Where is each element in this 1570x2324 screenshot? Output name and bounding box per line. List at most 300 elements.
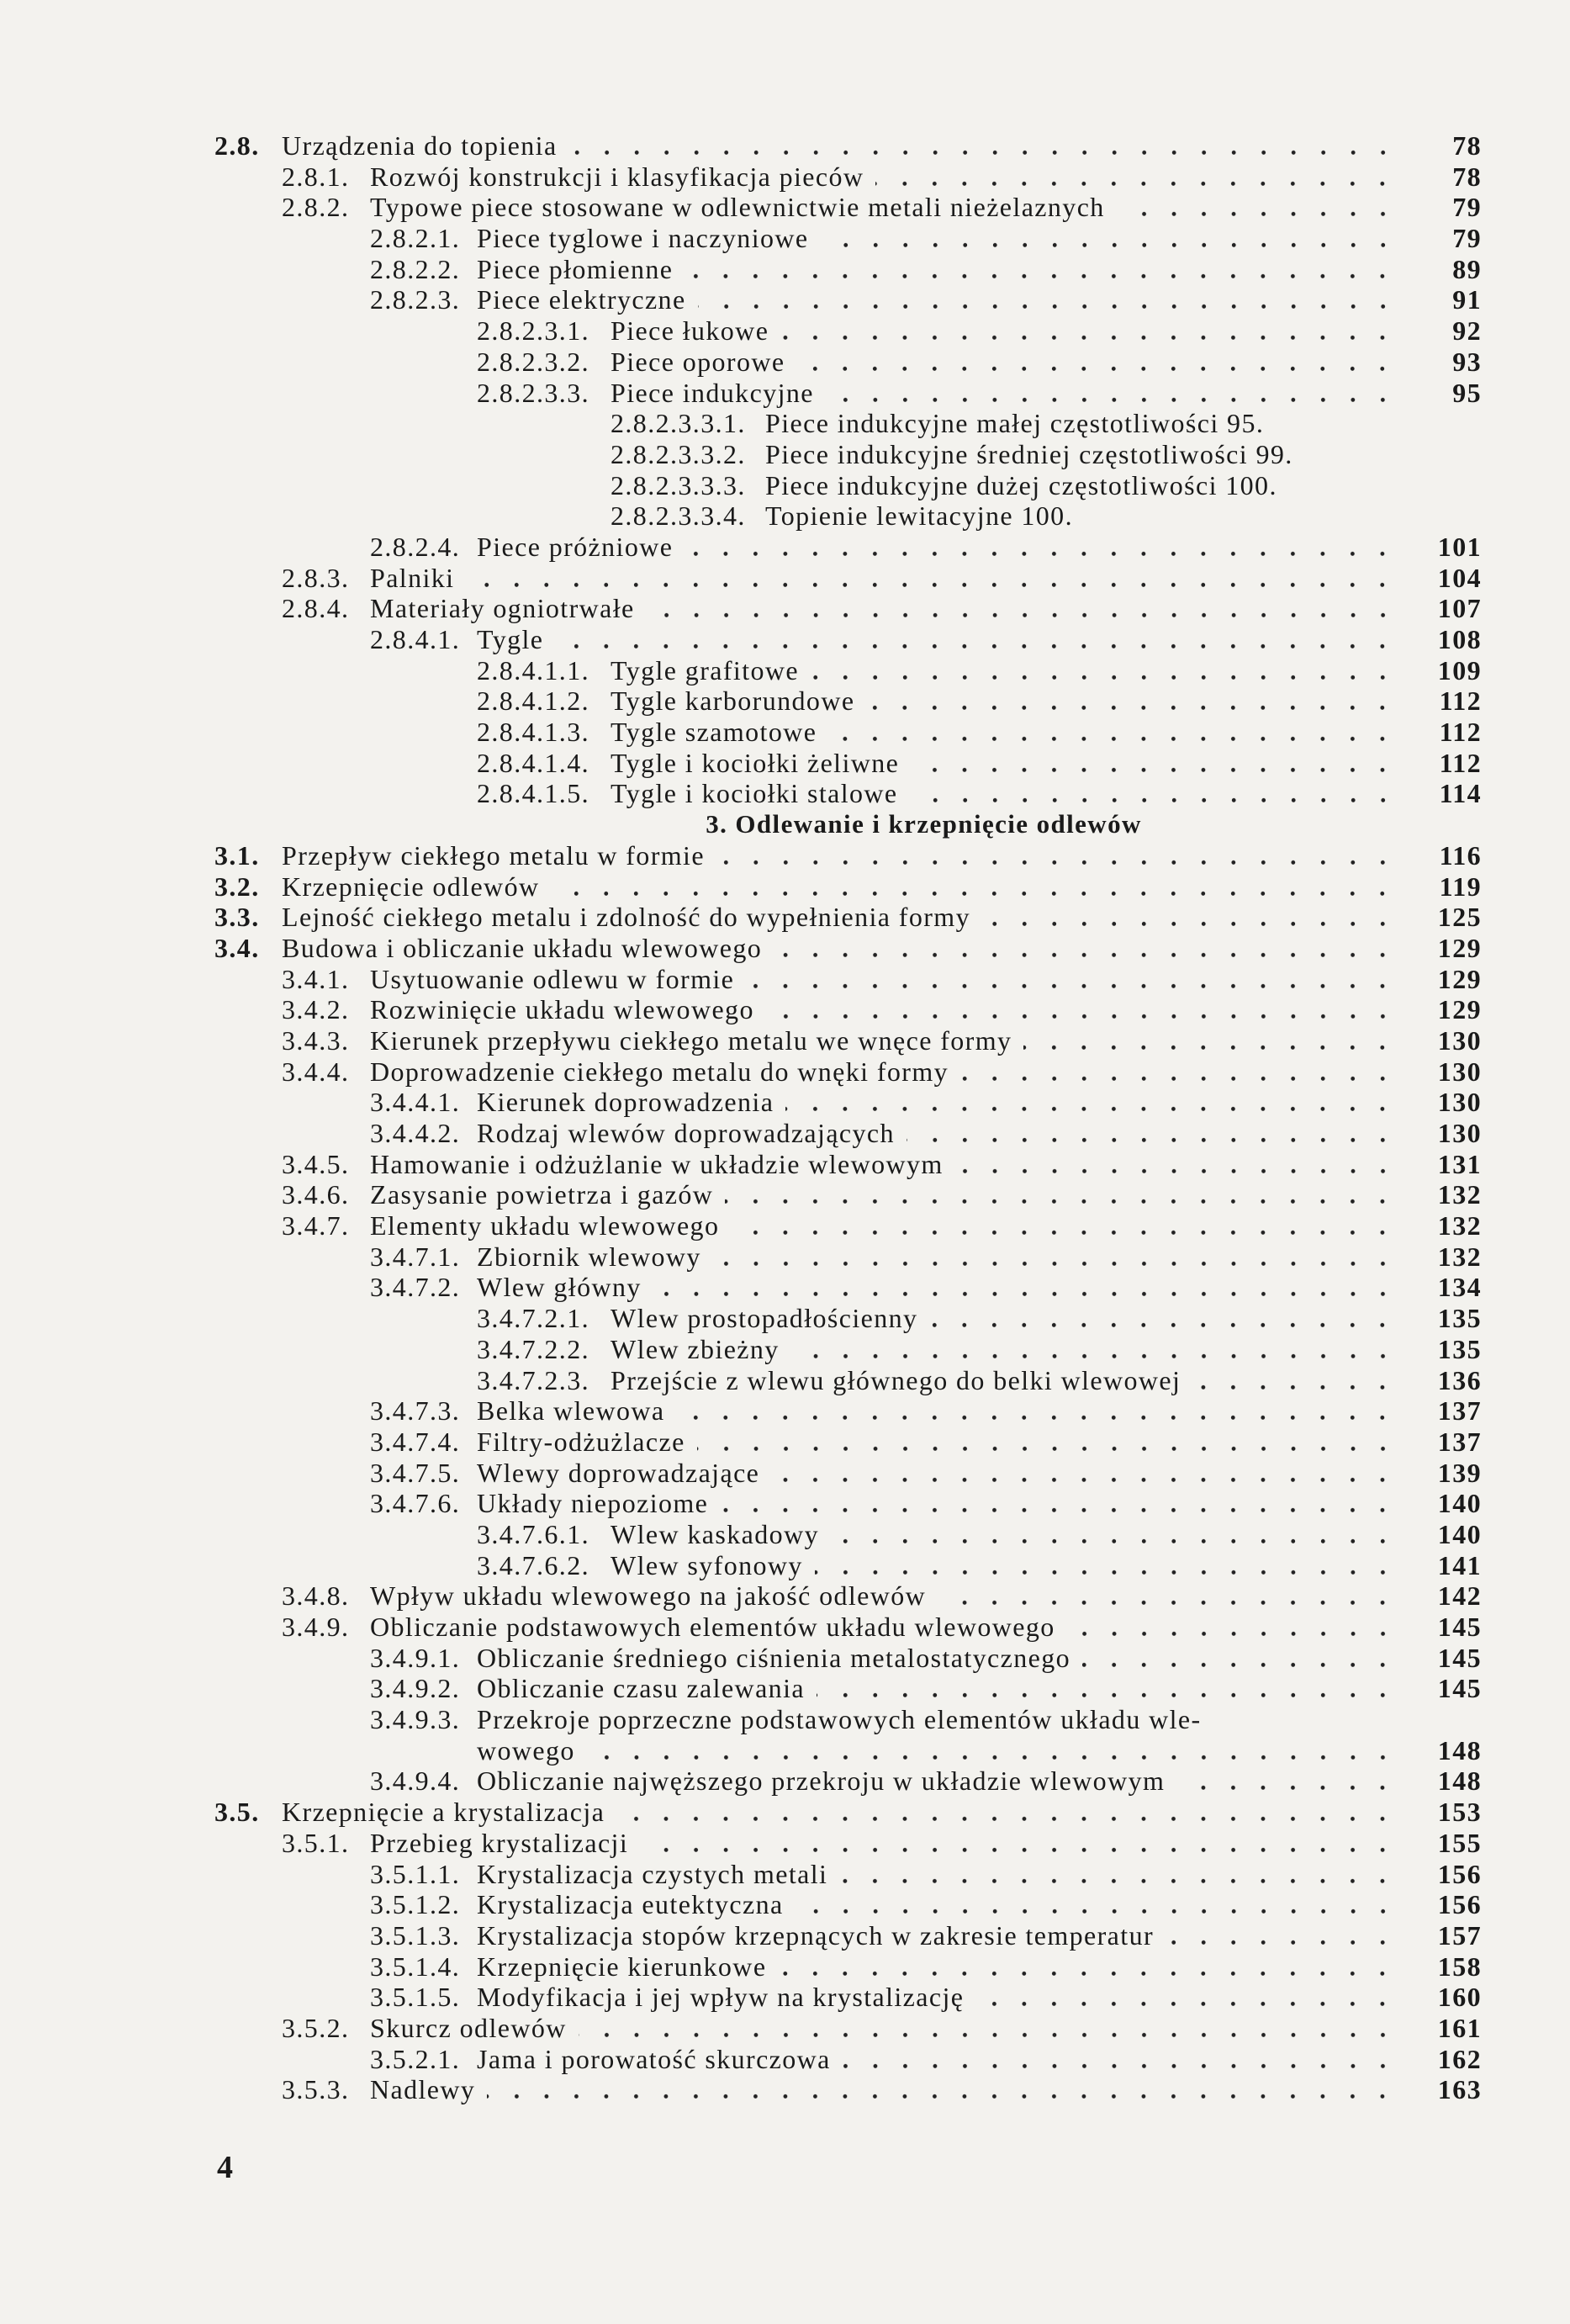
entry-title-wrap	[370, 2074, 1398, 2105]
entry-title-wrap	[611, 1550, 1398, 1581]
entry-number: 3.4.7.	[282, 1210, 350, 1241]
entry-number: 3.4.3.	[282, 1024, 350, 1056]
entry-title-wrap	[370, 161, 1398, 193]
entry-title: Wlew syfonowy	[611, 1549, 803, 1580]
entry-number: 3.4.9.1.	[370, 1642, 461, 1673]
toc-entry	[0, 563, 1570, 594]
entry-title: Kierunek doprowadzenia	[477, 1087, 774, 1118]
entry-number: 3.5.1.4.	[370, 1951, 461, 1982]
toc-entry	[0, 624, 1570, 655]
entry-page: 109	[1437, 654, 1482, 686]
dot-leader	[569, 130, 1398, 161]
entry-title: Piece próżniowe	[477, 531, 674, 562]
dot-leader	[551, 871, 1398, 903]
entry-title-wrap	[477, 1087, 1398, 1118]
entry-number: 3.4.8.	[282, 1580, 350, 1612]
entry-page: 136	[1437, 1364, 1482, 1395]
entry-title-wrap	[611, 1303, 1398, 1334]
entry-title: Przebieg krystalizacji	[370, 1827, 629, 1858]
entry-title: Układy niepoziome	[477, 1488, 709, 1519]
entry-title: Nadlewy	[370, 2074, 476, 2105]
entry-title: Palniki	[370, 562, 455, 593]
entry-title-wrap	[765, 439, 1293, 470]
dot-leader	[1067, 1612, 1398, 1643]
entry-page: 140	[1437, 1518, 1482, 1549]
toc-entry	[0, 1087, 1570, 1118]
entry-title-wrap	[282, 1797, 1398, 1828]
entry-title: Piece elektryczne	[477, 284, 686, 315]
dot-leader	[676, 1395, 1398, 1427]
toc-entry	[0, 1179, 1570, 1210]
entry-title-wrap	[477, 223, 1398, 254]
entry-page: 107	[1437, 593, 1482, 624]
entry-title-wrap	[765, 470, 1277, 501]
toc-entry	[0, 840, 1570, 871]
dot-leader	[780, 315, 1398, 347]
entry-page: 132	[1437, 1241, 1482, 1272]
toc-entry	[0, 1365, 1570, 1396]
entry-title-wrap	[765, 408, 1264, 439]
entry-title-wrap	[765, 500, 1073, 532]
toc-entry	[0, 748, 1570, 779]
entry-title: Krystalizacja stopów krzepnących w zakresie temperatur	[477, 1919, 1155, 1951]
dot-leader	[811, 655, 1398, 686]
entry-number: 3.5.2.	[282, 2012, 350, 2043]
entry-title: Rodzaj wlewów doprowadzających	[477, 1118, 895, 1148]
toc-entry	[0, 347, 1570, 378]
entry-title: Zbiornik wlewowy	[477, 1241, 701, 1272]
entry-title: Piece łukowe	[611, 315, 769, 347]
entry-number: 2.8.4.1.2.	[477, 686, 589, 717]
entry-title: Piece indukcyjne dużej częstotliwości 100.	[765, 469, 1277, 500]
toc-entry	[0, 1580, 1570, 1612]
dot-leader	[713, 1241, 1398, 1273]
entry-number: 2.8.2.3.3.4.	[611, 500, 746, 532]
entry-page: 137	[1437, 1395, 1482, 1427]
entry-page: 157	[1437, 1919, 1482, 1951]
entry-title: Obliczanie podstawowych elementów układu wlewowego	[370, 1612, 1055, 1642]
entry-page: 108	[1437, 624, 1482, 654]
entry-title: Wlew kaskadowy	[611, 1518, 819, 1549]
entry-title-wrap	[477, 1643, 1398, 1674]
entry-page: 92	[1452, 315, 1482, 347]
entry-title-wrap	[370, 192, 1398, 223]
entry-number: 3.5.1.1.	[370, 1858, 461, 1889]
entry-number: 3.4.7.2.3.	[477, 1364, 589, 1395]
entry-number: 3.5.3.	[282, 2074, 350, 2105]
dot-leader	[982, 902, 1398, 933]
dot-leader	[653, 1272, 1398, 1303]
entry-title-wrap	[477, 1272, 1398, 1303]
entry-page: 112	[1439, 686, 1482, 717]
entry-title-wrap	[370, 994, 1398, 1025]
toc-entry	[0, 593, 1570, 624]
entry-page: 91	[1452, 284, 1482, 315]
entry-page: 130	[1437, 1118, 1482, 1148]
entry-title-wrap	[611, 1365, 1398, 1396]
dot-leader	[771, 1458, 1398, 1489]
entry-title: Filtry-odżużlacze	[477, 1426, 685, 1457]
entry-title-wrap	[370, 1612, 1398, 1643]
dot-leader	[839, 1859, 1398, 1890]
entry-page: 116	[1439, 839, 1482, 871]
dot-leader	[778, 1951, 1398, 1983]
entry-page: 148	[1437, 1765, 1482, 1797]
entry-title-wrap	[477, 284, 1398, 315]
entry-title-wrap	[611, 315, 1398, 347]
toc-entry	[0, 1303, 1570, 1334]
entry-title: Krzepnięcie odlewów	[282, 871, 540, 902]
entry-number: 2.8.3.	[282, 562, 350, 593]
entry-title-wrap	[370, 1149, 1398, 1180]
entry-title: Wlewy doprowadzające	[477, 1457, 760, 1488]
dot-leader	[907, 1118, 1398, 1149]
entry-number: 2.8.2.3.3.	[477, 377, 589, 408]
entry-title-wrap	[370, 2013, 1398, 2044]
toc-entry	[0, 1859, 1570, 1890]
entry-title-wrap	[477, 1118, 1398, 1149]
entry-page: 129	[1437, 932, 1482, 963]
toc-entry	[0, 470, 1570, 501]
entry-number: 2.8.4.1.1.	[477, 654, 589, 686]
entry-title-wrap	[370, 1056, 1398, 1088]
entry-number: 3.4.7.6.	[370, 1488, 461, 1519]
entry-title: Tygle karborundowe	[611, 686, 855, 717]
entry-number: 2.8.2.	[282, 192, 350, 223]
entry-page: 79	[1452, 192, 1482, 223]
dot-leader	[910, 778, 1398, 809]
entry-page: 145	[1437, 1673, 1482, 1704]
entry-title-wrap	[370, 1580, 1398, 1612]
entry-title-wrap	[282, 130, 1398, 161]
entry-title-wrap	[611, 347, 1398, 378]
entry-title: Tygle grafitowe	[611, 654, 800, 686]
dot-leader	[774, 933, 1398, 964]
entry-number: 3.4.9.4.	[370, 1765, 461, 1797]
toc-entry	[0, 1643, 1570, 1674]
entry-title-wrap	[282, 902, 1398, 933]
entry-page: 145	[1437, 1642, 1482, 1673]
toc-entry	[0, 1056, 1570, 1088]
entry-title: Wlew prostopadłościenny	[611, 1303, 918, 1334]
toc-entry	[0, 1519, 1570, 1550]
dot-leader	[929, 1303, 1398, 1334]
entry-title: Tygle	[477, 624, 544, 654]
toc-entry	[0, 1797, 1570, 1828]
dot-leader	[685, 254, 1398, 285]
entry-title: Piece indukcyjne małej częstotliwości 95.	[765, 408, 1265, 439]
entry-page: 79	[1452, 223, 1482, 254]
entry-page: 134	[1437, 1272, 1482, 1303]
entry-number: 2.8.2.3.3.2.	[611, 438, 746, 469]
dot-leader	[725, 1179, 1398, 1210]
toc-entry	[0, 1118, 1570, 1149]
entry-page: 78	[1452, 130, 1482, 161]
dot-leader	[828, 717, 1398, 748]
dot-leader	[1192, 1365, 1398, 1396]
dot-leader	[817, 1673, 1398, 1704]
toc-entry	[0, 1612, 1570, 1643]
entry-title: Elementy układu wlewowego	[370, 1210, 720, 1241]
toc-entry	[0, 1210, 1570, 1241]
toc-entry	[0, 500, 1570, 532]
entry-number: 2.8.1.	[282, 161, 350, 192]
entry-page: 137	[1437, 1426, 1482, 1457]
entry-number: 3.1.	[214, 839, 260, 871]
entry-page: 162	[1437, 2043, 1482, 2074]
entry-title: Obliczanie najwęższego przekroju w układzie wlewowym	[477, 1765, 1166, 1797]
entry-title-wrap	[477, 1427, 1398, 1458]
toc-entry	[0, 1458, 1570, 1489]
entry-title: Tygle szamotowe	[611, 717, 817, 748]
toc-entry	[0, 964, 1570, 995]
dot-leader	[647, 593, 1398, 624]
dot-leader	[938, 1580, 1398, 1612]
entry-title-wrap	[477, 1458, 1398, 1489]
entry-page: 114	[1439, 778, 1482, 809]
entry-number: 2.8.4.1.4.	[477, 747, 589, 778]
entry-title-wrap	[370, 1179, 1398, 1210]
dot-leader	[843, 2044, 1398, 2075]
toc-entry	[0, 1334, 1570, 1365]
entry-title: Obliczanie średniego ciśnienia metalostatycznego	[477, 1642, 1071, 1673]
entry-title-wrap	[370, 563, 1398, 594]
dot-leader	[716, 840, 1398, 871]
entry-title-wrap	[477, 1488, 1398, 1519]
entry-title: Hamowanie i odżużlanie w układzie wlewowym	[370, 1148, 944, 1179]
entry-title-wrap	[370, 1025, 1398, 1056]
entry-page: 163	[1437, 2074, 1482, 2105]
entry-title: Budowa i obliczanie układu wlewowego	[282, 932, 763, 963]
entry-page: 125	[1437, 902, 1482, 933]
dot-leader	[960, 1056, 1398, 1088]
entry-title-wrap	[611, 1334, 1398, 1365]
entry-title-wrap	[477, 1673, 1398, 1704]
dot-leader	[720, 1488, 1398, 1519]
entry-number: 3.4.7.1.	[370, 1241, 461, 1272]
dot-leader	[791, 1334, 1398, 1365]
entry-title-wrap	[477, 1241, 1398, 1273]
entry-number: 3.4.7.6.2.	[477, 1549, 589, 1580]
entry-title-wrap	[477, 624, 1398, 655]
entry-number: 3.4.7.5.	[370, 1457, 461, 1488]
dot-leader	[640, 1828, 1398, 1859]
entry-title-wrap	[477, 1704, 1202, 1735]
entry-page: 131	[1437, 1148, 1482, 1179]
dot-leader	[731, 1210, 1398, 1241]
toc-entry	[0, 408, 1570, 439]
entry-title: Skurcz odlewów	[370, 2012, 567, 2043]
toc-entry	[0, 192, 1570, 223]
entry-page: 112	[1439, 717, 1482, 748]
entry-title: wowego	[477, 1734, 575, 1765]
entry-title: Krzepnięcie kierunkowe	[477, 1951, 767, 1982]
entry-title-wrap	[611, 778, 1398, 809]
entry-title: Urządzenia do topienia	[282, 130, 558, 161]
entry-title: Rozwinięcie układu wlewowego	[370, 994, 754, 1025]
dot-leader	[785, 1087, 1398, 1118]
entry-number: 2.8.2.3.3.1.	[611, 408, 746, 439]
toc-entry	[0, 717, 1570, 748]
entry-title-wrap	[282, 840, 1398, 871]
entry-number: 3.5.1.3.	[370, 1919, 461, 1951]
entry-number: 3.5.	[214, 1797, 260, 1828]
entry-title: Wlew zbieżny	[611, 1333, 780, 1364]
entry-title-wrap	[282, 933, 1398, 964]
toc-entry	[0, 1704, 1570, 1735]
entry-number: 3.4.5.	[282, 1148, 350, 1179]
entry-page: 93	[1452, 346, 1482, 377]
dot-leader	[1166, 1920, 1398, 1951]
entry-page: 161	[1437, 2012, 1482, 2043]
toc-entry	[0, 2074, 1570, 2105]
entry-title-wrap	[477, 1765, 1398, 1797]
entry-number: 3.4.6.	[282, 1179, 350, 1210]
entry-title-wrap	[477, 1735, 1398, 1766]
entry-number: 3.4.2.	[282, 994, 350, 1025]
entry-title-wrap	[282, 871, 1398, 903]
entry-page: 89	[1452, 253, 1482, 284]
entry-page: 140	[1437, 1488, 1482, 1519]
entry-number: 3.3.	[214, 902, 260, 933]
dot-leader	[697, 1427, 1398, 1458]
entry-page: 104	[1437, 562, 1482, 593]
entry-title: Doprowadzenie ciekłego metalu do wnęki formy	[370, 1056, 949, 1087]
dot-leader	[487, 2074, 1398, 2105]
entry-number: 3.4.9.3.	[370, 1704, 461, 1735]
entry-page: 95	[1452, 377, 1482, 408]
entry-number: 3.4.7.3.	[370, 1395, 461, 1427]
entry-number: 2.8.	[214, 130, 260, 161]
entry-page: 130	[1437, 1024, 1482, 1056]
entry-title-wrap	[370, 1210, 1398, 1241]
entry-page: 132	[1437, 1210, 1482, 1241]
dot-leader	[746, 964, 1398, 995]
entry-page: 112	[1439, 747, 1482, 778]
entry-title: Usytuowanie odlewu w formie	[370, 963, 735, 994]
entry-title: Piece płomienne	[477, 253, 674, 284]
entry-number: 3.4.7.4.	[370, 1426, 461, 1457]
dot-leader	[875, 161, 1398, 193]
entry-title-wrap	[477, 532, 1398, 563]
entry-title-wrap	[477, 1982, 1398, 2013]
dot-leader	[826, 378, 1398, 409]
toc-entry	[0, 1427, 1570, 1458]
dot-leader	[911, 748, 1398, 779]
entry-number: 3.4.7.2.	[370, 1272, 461, 1303]
entry-title: Lejność ciekłego metalu i zdolność do wypełnienia formy	[282, 902, 970, 933]
entry-title: Zasysanie powietrza i gazów	[370, 1179, 714, 1210]
entry-page: 78	[1452, 161, 1482, 192]
entry-title-wrap	[611, 717, 1398, 748]
entry-title-wrap	[611, 655, 1398, 686]
entry-title-wrap	[477, 1889, 1398, 1920]
toc-entry	[0, 378, 1570, 409]
entry-number: 3.4.4.2.	[370, 1118, 461, 1148]
dot-leader	[466, 563, 1398, 594]
entry-title-wrap	[370, 1828, 1398, 1859]
entry-page: 119	[1439, 871, 1482, 902]
toc-entry	[0, 161, 1570, 193]
dot-leader	[796, 1889, 1398, 1920]
toc-entry	[0, 1149, 1570, 1180]
entry-number: 3.4.7.2.1.	[477, 1303, 589, 1334]
entry-number: 2.8.4.1.	[370, 624, 461, 654]
entry-number: 2.8.2.1.	[370, 223, 461, 254]
entry-title: Krzepnięcie a krystalizacja	[282, 1797, 605, 1828]
dot-leader	[1117, 192, 1398, 223]
dot-leader	[1023, 1025, 1398, 1056]
toc-entry	[0, 871, 1570, 903]
entry-title: Piece indukcyjne	[611, 377, 814, 408]
entry-number: 2.8.4.1.3.	[477, 717, 589, 748]
entry-title-wrap	[477, 1920, 1398, 1951]
entry-title: Przepływ ciekłego metalu w formie	[282, 839, 705, 871]
entry-title: Przekroje poprzeczne podstawowych elementów układu wle-	[477, 1704, 1202, 1735]
entry-title: Rozwój konstrukcji i klasyfikacja pieców	[370, 161, 864, 192]
dot-leader	[821, 223, 1398, 254]
toc-entry	[0, 254, 1570, 285]
entry-title: Krystalizacja eutektyczna	[477, 1889, 784, 1920]
entry-title-wrap	[611, 378, 1398, 409]
toc-entry	[0, 1488, 1570, 1519]
entry-number: 3.4.9.	[282, 1612, 350, 1642]
entry-page: 130	[1437, 1087, 1482, 1118]
entry-number: 3.4.7.6.1.	[477, 1518, 589, 1549]
entry-title: Typowe piece stosowane w odlewnictwie metali nieżelaznych	[370, 192, 1105, 223]
dot-leader	[555, 624, 1398, 655]
entry-page: 139	[1437, 1457, 1482, 1488]
entry-title-wrap	[611, 748, 1398, 779]
toc-entry	[0, 315, 1570, 347]
entry-number: 2.8.2.3.1.	[477, 315, 589, 347]
entry-title: Obliczanie czasu zalewania	[477, 1673, 805, 1704]
entry-page: 155	[1437, 1827, 1482, 1858]
toc-entry	[0, 1272, 1570, 1303]
entry-number: 3.4.7.2.2.	[477, 1333, 589, 1364]
entry-title-wrap	[477, 254, 1398, 285]
toc-entry	[0, 439, 1570, 470]
toc-entry	[0, 1673, 1570, 1704]
toc-entry	[0, 1025, 1570, 1056]
entry-page: 156	[1437, 1889, 1482, 1920]
toc-entry	[0, 902, 1570, 933]
toc-entry	[0, 2044, 1570, 2075]
entry-number: 2.8.4.1.5.	[477, 778, 589, 809]
toc-entry	[0, 284, 1570, 315]
dot-leader	[616, 1797, 1398, 1828]
toc-entry	[0, 2013, 1570, 2044]
entry-page: 160	[1437, 1982, 1482, 2013]
entry-page: 135	[1437, 1333, 1482, 1364]
toc-entry	[0, 1241, 1570, 1273]
entry-number: 3.4.9.2.	[370, 1673, 461, 1704]
entry-title: Kierunek przepływu ciekłego metalu we wnęce formy	[370, 1024, 1012, 1056]
entry-title: Modyfikacja i jej wpływ na krystalizację	[477, 1982, 965, 2013]
toc-entry	[0, 1889, 1570, 1920]
entry-page: 148	[1437, 1734, 1482, 1765]
dot-leader	[1082, 1643, 1398, 1674]
entry-title-wrap	[611, 686, 1398, 717]
dot-leader	[579, 2013, 1398, 2044]
entry-number: 3.5.2.1.	[370, 2043, 461, 2074]
dot-leader	[831, 1519, 1398, 1550]
entry-title-wrap	[477, 1951, 1398, 1983]
toc-entry	[0, 1982, 1570, 2013]
entry-number: 2.8.2.4.	[370, 531, 461, 562]
toc-entry	[0, 994, 1570, 1025]
entry-title-wrap	[477, 2044, 1398, 2075]
